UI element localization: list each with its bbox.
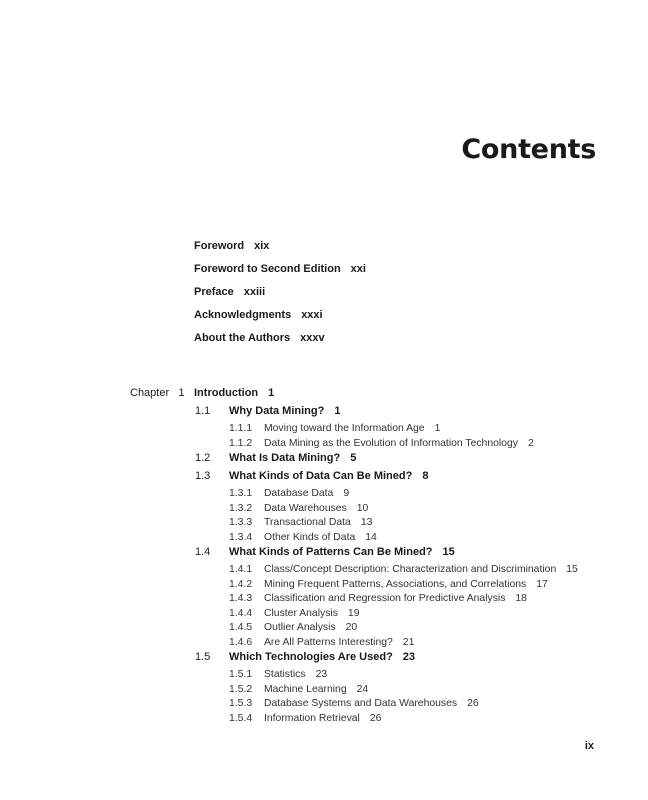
- entry-page: xxxv: [300, 332, 325, 344]
- chapter-block: [0, 386, 648, 726]
- toc-entry-preface[interactable]: [194, 285, 366, 308]
- subsection-entry[interactable]: [0, 578, 648, 593]
- subsection-entry[interactable]: [0, 636, 648, 651]
- section-number: 1.3: [195, 470, 211, 482]
- subsection-title: Cluster Analysis 19: [264, 607, 360, 619]
- subsection-title: Database Systems and Data Warehouses 26: [264, 698, 479, 709]
- chapter-title: Introduction 1: [194, 387, 275, 399]
- subsection-title: Statistics 23: [264, 669, 328, 680]
- subsection-title: Data Mining as the Evolution of Information Technology 2: [264, 437, 534, 449]
- subsection-number: 1.3.2: [229, 502, 253, 514]
- subsection-number: 1.5.2: [229, 683, 253, 695]
- subsection-entry[interactable]: [0, 437, 648, 452]
- entry-page: xix: [254, 240, 270, 252]
- section-number: 1.1: [195, 405, 211, 417]
- subsection-title: Outlier Analysis 20: [264, 622, 358, 633]
- subsection-number: 1.3.3: [229, 517, 253, 528]
- section-number: 1.4: [195, 546, 211, 558]
- subsection-entry[interactable]: [0, 502, 648, 517]
- subsection-title: Machine Learning 24: [264, 683, 369, 695]
- subsection-entry[interactable]: [0, 697, 648, 712]
- section-title: Why Data Mining? 1: [229, 405, 341, 417]
- toc-entry-foreword-second-edition[interactable]: [194, 262, 366, 285]
- section-entry[interactable]: [0, 451, 648, 469]
- subsection-title: Are All Patterns Interesting? 21: [264, 636, 415, 648]
- subsection-number: 1.4.1: [229, 564, 253, 575]
- entry-title: About the Authors: [194, 332, 291, 344]
- subsection-title: Classification and Regression for Predictive Analysis 18: [264, 593, 527, 604]
- page-folio: ix: [584, 740, 594, 752]
- entry-title: Foreword to Second Edition: [194, 263, 341, 275]
- chapter-label: Chapter 1: [130, 387, 185, 399]
- subsection-entry[interactable]: [0, 422, 648, 437]
- section-number: 1.2: [195, 452, 211, 464]
- entry-title: Foreword: [194, 240, 245, 252]
- subsection-number: 1.4.6: [229, 636, 253, 648]
- subsection-number: 1.1.1: [229, 423, 253, 434]
- subsection-entry[interactable]: [0, 668, 648, 683]
- section-entry[interactable]: [0, 545, 648, 563]
- section-title: What Kinds of Data Can Be Mined? 8: [229, 470, 429, 482]
- subsection-entry[interactable]: [0, 712, 648, 727]
- subsection-entry[interactable]: [0, 683, 648, 698]
- toc-entry-acknowledgments[interactable]: [194, 308, 366, 331]
- subsection-entry[interactable]: [0, 607, 648, 622]
- subsection-number: 1.3.1: [229, 488, 253, 499]
- subsection-entry[interactable]: [0, 516, 648, 531]
- page-title: Contents: [461, 134, 596, 165]
- subsection-title: Information Retrieval 26: [264, 712, 382, 724]
- section-title: What Kinds of Patterns Can Be Mined? 15: [229, 546, 455, 558]
- toc-entry-foreword[interactable]: [194, 239, 366, 262]
- subsection-number: 1.5.1: [229, 669, 253, 680]
- subsection-number: 1.4.4: [229, 607, 253, 619]
- subsection-number: 1.4.2: [229, 578, 253, 590]
- subsection-number: 1.4.3: [229, 593, 253, 604]
- subsection-title: Data Warehouses 10: [264, 502, 369, 514]
- subsection-title: Class/Concept Description: Characterization and Discrimination 15: [264, 564, 578, 575]
- section-title: What Is Data Mining? 5: [229, 452, 357, 464]
- subsection-title: Transactional Data 13: [264, 517, 373, 528]
- subsection-number: 1.5.3: [229, 698, 253, 709]
- section-entry[interactable]: [0, 404, 648, 422]
- subsection-entry[interactable]: [0, 487, 648, 502]
- subsection-title: Other Kinds of Data 14: [264, 531, 377, 543]
- subsection-number: 1.4.5: [229, 622, 253, 633]
- section-number: 1.5: [195, 651, 211, 663]
- section-entry[interactable]: [0, 650, 648, 668]
- subsection-entry[interactable]: [0, 531, 648, 546]
- subsection-number: 1.3.4: [229, 531, 253, 543]
- subsection-number: 1.5.4: [229, 712, 253, 724]
- subsection-entry[interactable]: [0, 592, 648, 607]
- section-title: Which Technologies Are Used? 23: [229, 651, 416, 663]
- entry-title: Preface: [194, 286, 234, 298]
- subsection-title: Database Data 9: [264, 488, 350, 499]
- subsection-title: Moving toward the Information Age 1: [264, 423, 441, 434]
- front-matter-list: [194, 239, 366, 354]
- chapter-heading[interactable]: [0, 386, 648, 404]
- subsection-entry[interactable]: [0, 563, 648, 578]
- toc-entry-about-authors[interactable]: [194, 331, 366, 354]
- entry-page: xxi: [350, 263, 366, 275]
- subsection-number: 1.1.2: [229, 437, 253, 449]
- entry-page: xxxi: [301, 309, 323, 321]
- subsection-entry[interactable]: [0, 621, 648, 636]
- section-entry[interactable]: [0, 469, 648, 487]
- entry-page: xxiii: [243, 286, 266, 298]
- subsection-title: Mining Frequent Patterns, Associations, and Correlations 17: [264, 578, 548, 590]
- entry-title: Acknowledgments: [194, 309, 292, 321]
